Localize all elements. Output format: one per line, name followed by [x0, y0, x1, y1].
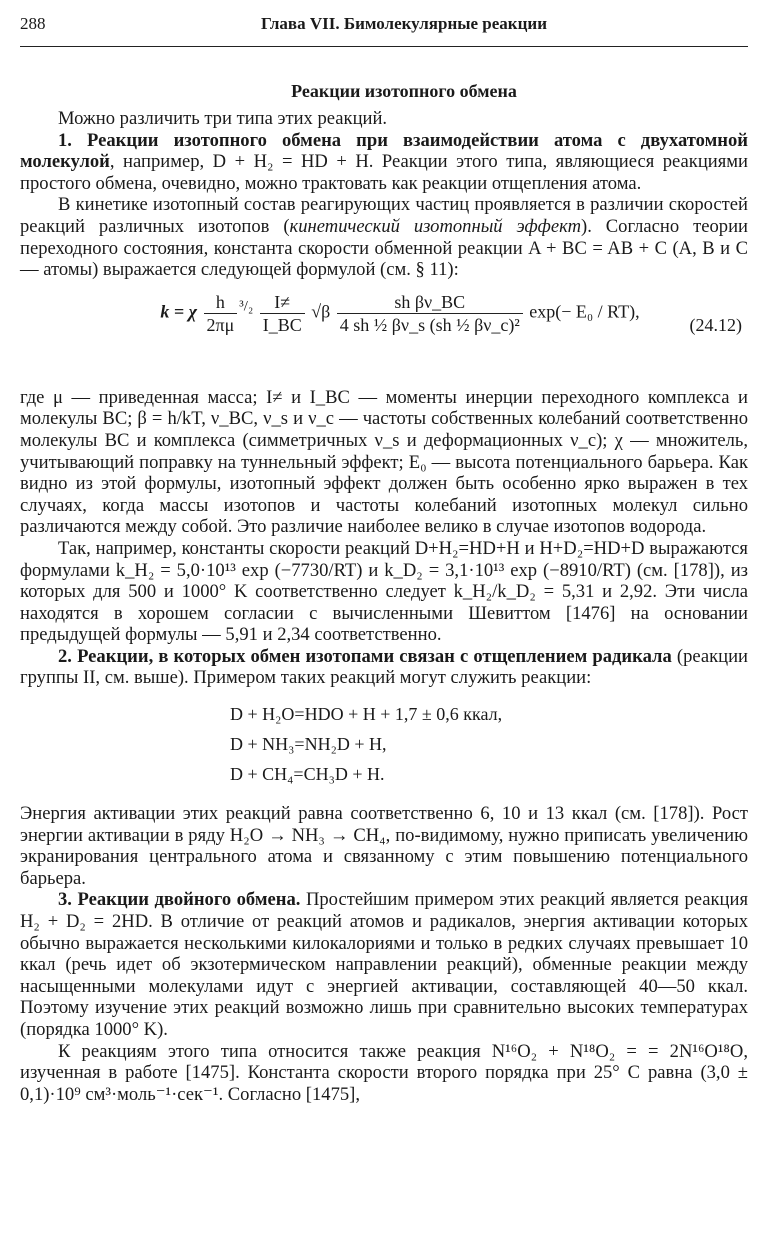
rate-constant-formula [120, 291, 680, 336]
formula-fraction-2-num: I≠ [260, 291, 305, 314]
paragraph-5-text: (реакции группы II, см. выше). Примером таких реакций могут служить реакции: [20, 645, 748, 689]
formula-fraction-2-den: I_BC [262, 314, 302, 335]
paragraph-7-heading: 3. Реакции двойного обмена. [58, 889, 301, 911]
formula-exponent: ³/₂ [239, 298, 254, 315]
paragraph-7 [20, 889, 748, 1040]
running-head [20, 14, 748, 40]
reaction-2: D + NH₃=NH₂D + H, [230, 734, 387, 755]
formula-fraction-1-den: 2πμ [206, 314, 235, 335]
paragraph-5 [20, 646, 748, 689]
paragraph-1-text: , например, D + H₂ = HD + H. Реакции этого типа, являющиеся реакциями простого обмена, очевидно, можно трактовать как реакции отщепления атома. [20, 151, 748, 194]
paragraph-8: К реакциям этого типа относится также реакция N¹⁶O₂ + N¹⁸O₂ = = 2N¹⁶O¹⁸O, изученная в работе [1475]. Константа скорости второго порядка при 25° C равна (3,0 ± 0,1)·10⁹ см³·моль⁻¹·сек⁻¹. Согласно [1475], [20, 1040, 748, 1105]
header-rule [20, 46, 748, 47]
equation-number: (24.12) [689, 314, 742, 335]
reaction-1: D + H₂O=HDO + H + 1,7 ± 0,6 ккал, [230, 704, 503, 725]
paragraph-2 [20, 194, 748, 280]
paragraph-1 [20, 130, 748, 195]
paragraph-2-text-a: В кинетике изотопный состав реагирующих частиц проявляется в различии скоростей реакций различных изотопов ( [20, 194, 748, 237]
page-number: 288 [20, 14, 46, 33]
formula-lhs: k = χ [160, 301, 198, 322]
paragraph-5-heading: 2. Реакции, в которых обмен изотопами связан с отщеплением радикала [58, 645, 672, 667]
formula-fraction-3 [337, 291, 523, 336]
paragraph-2-text-b: ). Согласно теории переходного состояния, константа скорости обменной реакции A + BC = AB + C (A, B и C — атомы) выражается следующей формулой (см. § 11): [20, 215, 748, 281]
paragraph-4: Так, например, константы скорости реакций D+H₂=HD+H и H+D₂=HD+D выражаются формулами k_H₂ = 5,0·10¹³ exp (−7730/RT) и k_D₂ = 3,1·10¹³ exp (−8910/RT) (см. [178]), из которых для 500 и 1000° K соответственно следует k_H₂/k_D₂ = 5,31 и 2,92. Эти числа находятся в хорошем согласии с вычисленными Шевиттом [1476] на основании предыдущей формулы — 5,91 и 2,34 соответственно. [20, 537, 748, 646]
paragraph-1-heading: 1. Реакции изотопного обмена при взаимодействии атома с двухатомной молекулой [20, 129, 748, 173]
formula-fraction-1-num: h [204, 291, 238, 314]
chapter-title: Глава VII. Бимолекулярные реакции [261, 14, 547, 33]
formula-tail: exp(− E₀ / RT), [529, 301, 640, 322]
formula-fraction-2 [260, 291, 305, 336]
body-text [20, 108, 748, 1105]
reaction-3: D + CH₄=CH₃D + H. [230, 764, 385, 785]
paragraph-intro: Можно различить три типа этих реакций. [58, 108, 388, 129]
formula-24-12 [20, 287, 748, 383]
paragraph-2-italic: кинетический изотопный эффект [289, 215, 581, 237]
formula-fraction-3-den: 4 sh ½ βν_s (sh ½ βν_c)² [339, 314, 520, 335]
formula-fraction-1 [204, 291, 238, 336]
paragraph-3: где μ — приведенная масса; I≠ и I_BC — моменты инерции переходного комплекса и молекулы BC; β = h/kT, ν_BC, ν_s и ν_c — частоты собственных колебаний соответственно молекулы BC и комплекса (симметричных ν_s и деформационных ν_c); χ — множитель, учитывающий поправку на туннельный эффект; E₀ — высота потенциального барьера. Как видно из этой формулы, изотопный эффект должен быть особенно ярко выражен в тех случаях, когда массы изотопов и частоты колебаний изотопных молекул сильно различаются между собой. Это различие наиболее велико в случае изотопов водорода. [20, 386, 748, 538]
formula-fraction-3-num: sh βν_BC [337, 291, 523, 314]
paragraph-7-text: Простейшим примером этих реакций является реакция H₂ + D₂ = 2HD. В отличие от реакций атомов и радикалов, энергия активации которых обычно выражается несколькими килокалориями и только в редких случаях превышает 10 ккал (речь идет об экзотермическом направлении реакций), обменные реакции между насыщенными молекулами идут с энергией активации, составляющей 40—50 ккал. Поэтому изучение этих реакций возможно лишь при сравнительно высоких температурах (порядка 1000° K). [20, 889, 748, 1040]
paragraph-6: Энергия активации этих реакций равна соответственно 6, 10 и 13 ккал (см. [178]). Рост энергии активации в ряду H₂O → NH₃ → CH₄, по-видимому, нужно приписать увеличению экранирования центрального атома и связанному с этим повышению потенциального барьера. [20, 803, 748, 889]
section-title: Реакции изотопного обмена [291, 81, 517, 101]
formula-sqrt: √β [311, 301, 331, 322]
reaction-list [230, 699, 748, 789]
